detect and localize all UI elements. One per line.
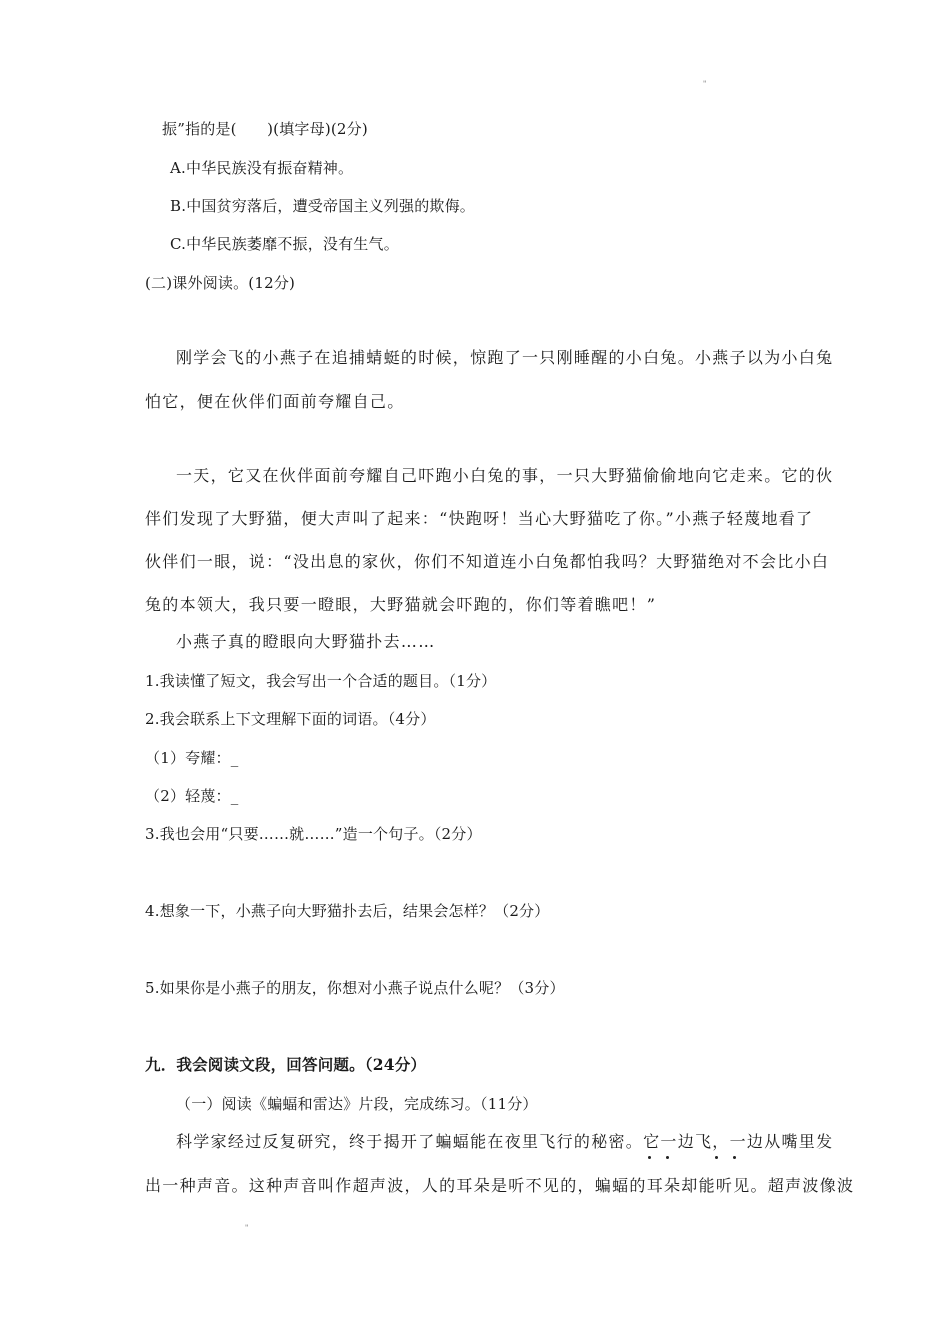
emphasis-dot	[715, 1156, 718, 1159]
story-line: 兔的本领大，我只要一瞪眼，大野猫就会吓跑的，你们等着瞧吧！”	[145, 595, 657, 614]
story-line: 一天，它又在伙伴面前夸耀自己吓跑小白兔的事，一只大野猫偷偷地向它走来。它的伙	[176, 466, 834, 485]
story-line: 刚学会飞的小燕子在追捕蜻蜓的时候，惊跑了一只刚睡醒的小白兔。小燕子以为小白兔	[176, 348, 834, 367]
subsection-title: （一）阅读《蝙蝠和雷达》片段，完成练习。（11分）	[176, 1095, 538, 1113]
emphasis-dot	[733, 1156, 736, 1159]
option-b: B.中国贫穷落后，遭受帝国主义列强的欺侮。	[170, 197, 475, 215]
section-heading-9: 九．我会阅读文段，回答问题。（24分）	[145, 1055, 427, 1074]
page-mark-bottom: "	[245, 1224, 249, 1232]
question-4: 4.想象一下，小燕子向大野猫扑去后，结果会怎样？（2分）	[145, 902, 550, 920]
question-2: 2.我会联系上下文理解下面的词语。（4分）	[145, 710, 436, 728]
question-3: 3.我也会用“只要……就……”造一个句子。（2分）	[145, 825, 482, 843]
page-mark-top: "	[703, 80, 707, 88]
question-2b: （2）轻蔑：_	[145, 787, 239, 805]
passage-line: 科学家经过反复研究，终于揭开了蝙蝠能在夜里飞行的秘密。它一边飞，一边从嘴里发	[176, 1132, 834, 1151]
question-5: 5.如果你是小燕子的朋友，你想对小燕子说点什么呢？（3分）	[145, 979, 565, 997]
story-line: 伴们发现了大野猫，便大声叫了起来：“快跑呀！当心大野猫吃了你。”小燕子轻蔑地看了	[145, 509, 814, 528]
story-line: 伙伴们一眼，说：“没出息的家伙，你们不知道连小白兔都怕我吗？大野猫绝对不会比小白	[145, 552, 830, 571]
question-1: 1.我读懂了短文，我会写出一个合适的题目。（1分）	[145, 672, 497, 690]
story-line: 小燕子真的瞪眼向大野猫扑去……	[176, 632, 436, 651]
story-line: 怕它，便在伙伴们面前夸耀自己。	[145, 392, 405, 411]
passage-line: 出一种声音。这种声音叫作超声波，人的耳朵是听不见的，蝙蝠的耳朵却能听见。超声波像波	[145, 1176, 855, 1195]
option-c: C.中华民族萎靡不振，没有生气。	[170, 235, 399, 253]
section-title-extracurricular: (二)课外阅读。(12分)	[145, 274, 296, 292]
question-2a: （1）夸耀：_	[145, 749, 239, 767]
emphasis-dot	[666, 1156, 669, 1159]
option-a: A.中华民族没有振奋精神。	[170, 159, 354, 177]
question-tail: 振”指的是( )(填字母)(2分)	[162, 120, 368, 138]
emphasis-dot	[648, 1156, 651, 1159]
